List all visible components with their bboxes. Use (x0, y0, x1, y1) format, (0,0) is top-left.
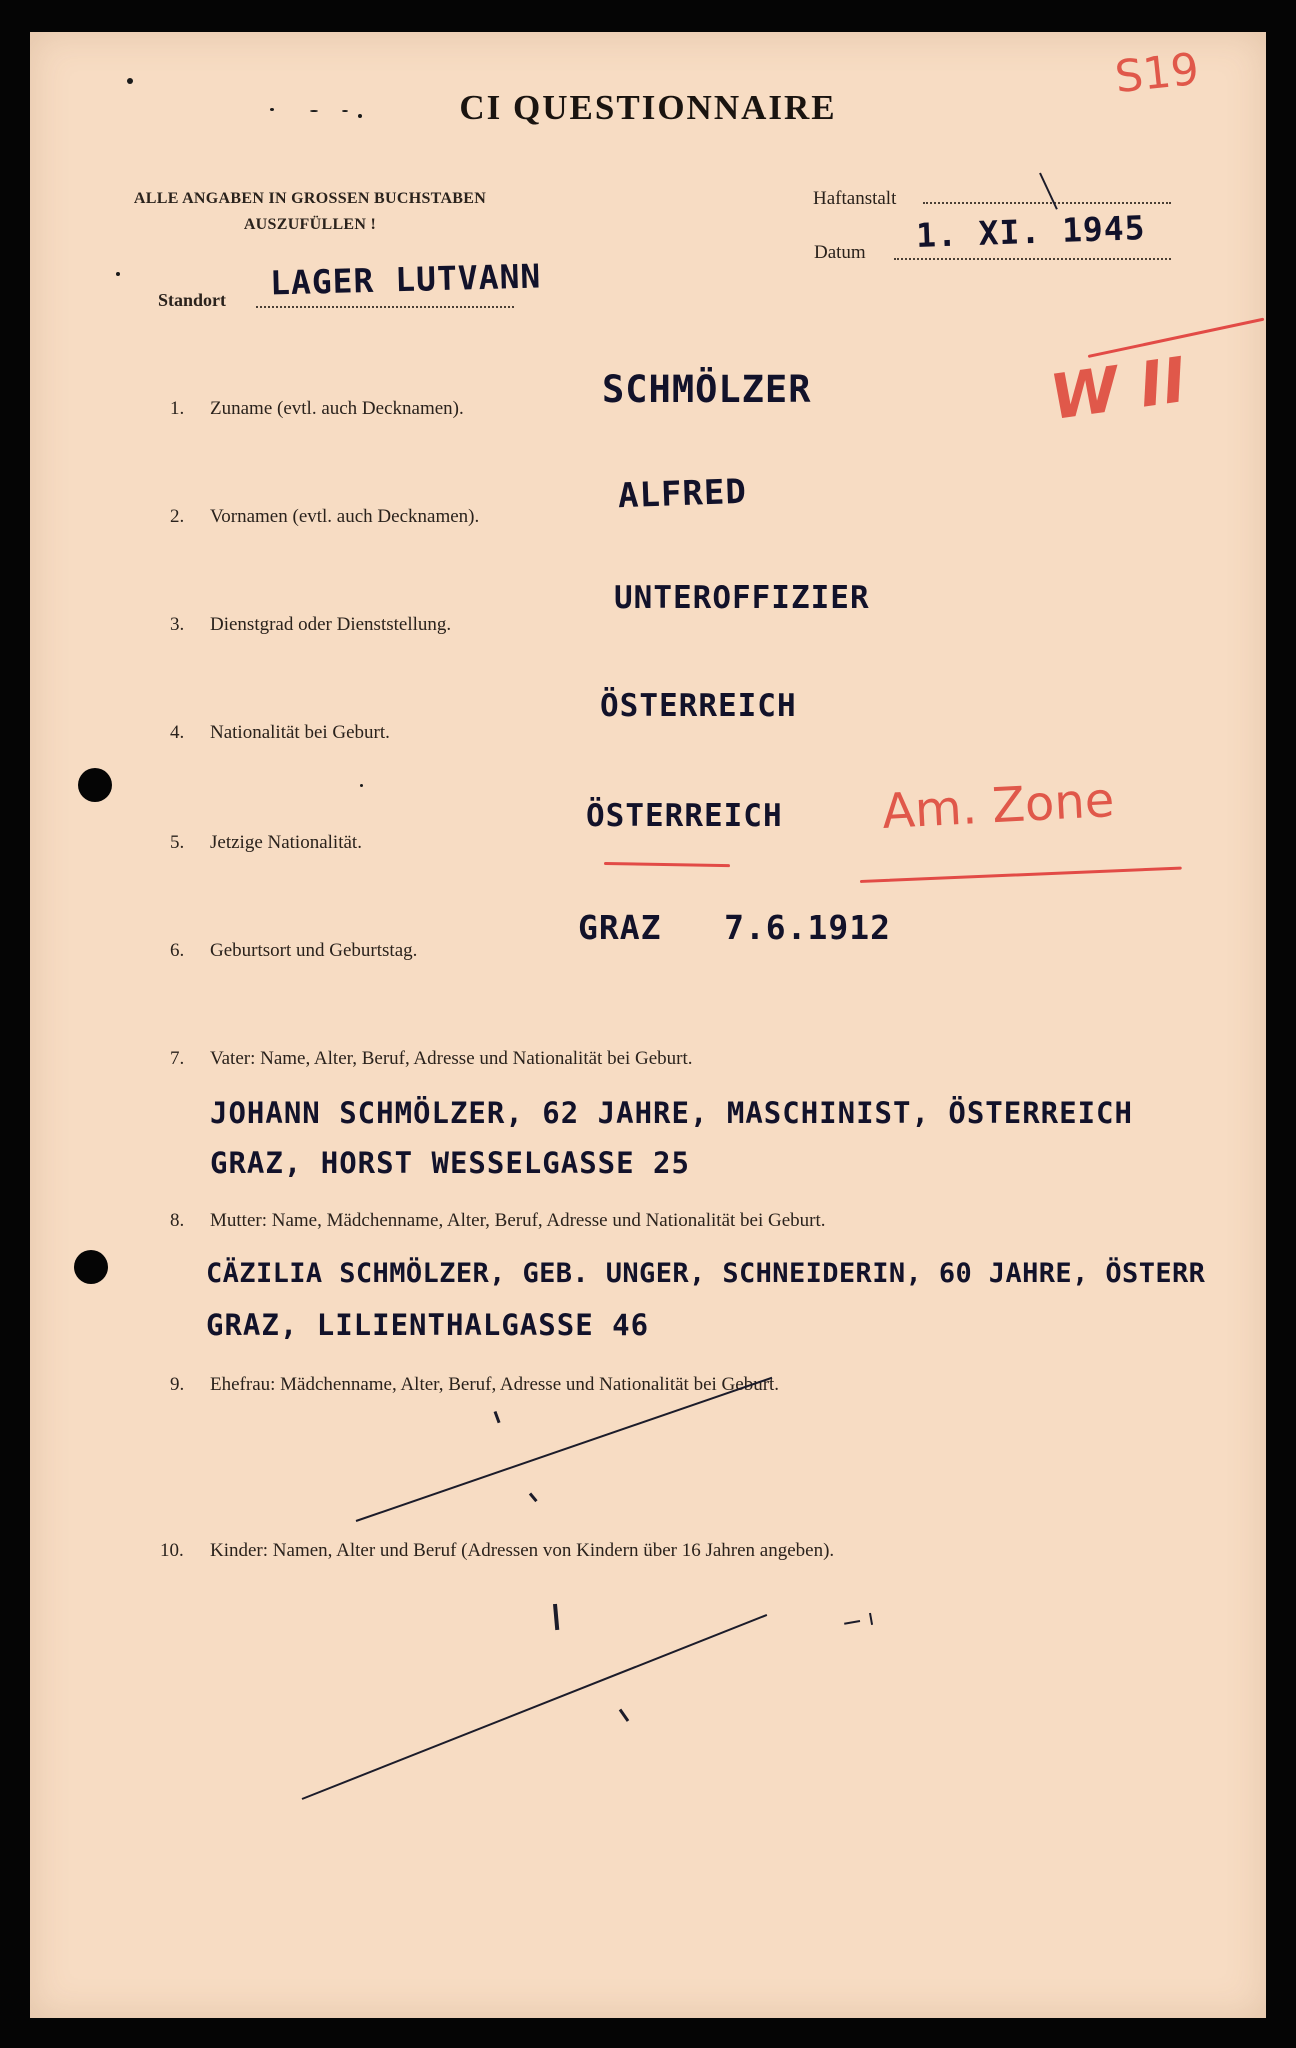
red-underline-zone (860, 867, 1182, 883)
haftanstalt-label: Haftanstalt (813, 188, 897, 209)
questionnaire-page (30, 32, 1266, 2018)
answer-dienstgrad: UNTEROFFIZIER (614, 580, 870, 616)
arrow-head (844, 1620, 860, 1625)
answer-vornamen: ALFRED (617, 471, 748, 517)
answer-nationalitaet-geburt: ÖSTERREICH (600, 688, 797, 724)
standort-label: Standort (158, 290, 227, 310)
page-number: S19 (1112, 43, 1202, 104)
pen-mark (494, 1411, 501, 1423)
question-8-label: Mutter: Name, Mädchenname, Alter, Beruf, Adresse und Nationalität bei Geburt. (210, 1210, 826, 1231)
instruction-line-2: AUSZUFÜLLEN ! (243, 216, 377, 233)
strike-line-kinder (302, 1614, 768, 1800)
question-5-number: 5. (170, 832, 185, 853)
question-3-number: 3. (170, 614, 185, 635)
question-9-number: 9. (170, 1374, 185, 1395)
question-4-number: 4. (170, 722, 185, 743)
question-3-label: Dienstgrad oder Dienststellung. (210, 614, 452, 635)
datum-value: 1. XI. 1945 (915, 208, 1147, 255)
answer-jetzige-nationalitaet: ÖSTERREICH (586, 798, 783, 834)
answer-vater-line-2: GRAZ, HORST WESSELGASSE 25 (210, 1146, 690, 1180)
pen-mark (1039, 173, 1058, 210)
red-underline (604, 862, 730, 867)
answer-zuname: SCHMÖLZER (602, 368, 812, 411)
question-10-number: 10. (160, 1540, 184, 1561)
question-2-number: 2. (170, 506, 185, 527)
zone-note: Am. Zone (880, 771, 1116, 841)
question-5-label: Jetzige Nationalität. (210, 832, 362, 853)
question-1-number: 1. (170, 398, 185, 419)
pen-mark (553, 1604, 559, 1630)
question-7-label: Vater: Name, Alter, Beruf, Adresse und Nationalität bei Geburt. (210, 1048, 693, 1069)
answer-geburtsort-geburtstag: GRAZ 7.6.1912 (578, 908, 892, 947)
datum-label: Datum (814, 242, 866, 263)
standort-line (256, 306, 514, 308)
question-9-label: Ehefrau: Mädchenname, Alter, Beruf, Adresse und Nationalität bei Geburt. (210, 1374, 780, 1395)
answer-mutter-line-1: CÄZILIA SCHMÖLZER, GEB. UNGER, SCHNEIDERIN, 60 JAHRE, ÖSTERR (206, 1258, 1206, 1289)
question-6-number: 6. (170, 940, 185, 961)
standort-value: LAGER LUTVANN (269, 256, 542, 303)
pen-mark (529, 1493, 538, 1503)
red-mark-w-ii: W II (1045, 342, 1191, 435)
pen-mark (619, 1709, 629, 1722)
answer-vater-line-1: JOHANN SCHMÖLZER, 62 JAHRE, MASCHINIST, ÖSTERREICH (210, 1096, 1133, 1130)
question-1-label: Zuname (evtl. auch Decknamen). (210, 398, 464, 419)
ink-speck (360, 784, 363, 787)
question-6-label: Geburtsort und Geburtstag. (210, 940, 418, 961)
strike-line-ehefrau (356, 1377, 773, 1522)
instruction-line-1: ALLE ANGABEN IN GROSSEN BUCHSTABEN (133, 190, 487, 207)
question-8-number: 8. (170, 1210, 185, 1231)
question-2-label: Vornamen (evtl. auch Decknamen). (210, 506, 480, 527)
datum-line (894, 258, 1171, 260)
form-title: CI QUESTIONNAIRE (459, 88, 837, 127)
ink-speck (127, 78, 133, 84)
ink-speck (116, 272, 120, 276)
question-4-label: Nationalität bei Geburt. (210, 722, 390, 743)
arrow-head (869, 1613, 873, 1625)
question-10-label: Kinder: Namen, Alter und Beruf (Adressen von Kindern über 16 Jahren angeben). (210, 1540, 835, 1561)
answer-mutter-line-2: GRAZ, LILIENTHALGASSE 46 (206, 1308, 650, 1342)
punch-hole (78, 768, 112, 802)
punch-hole (74, 1250, 108, 1284)
question-7-number: 7. (170, 1048, 185, 1069)
haftanstalt-line (923, 202, 1171, 204)
